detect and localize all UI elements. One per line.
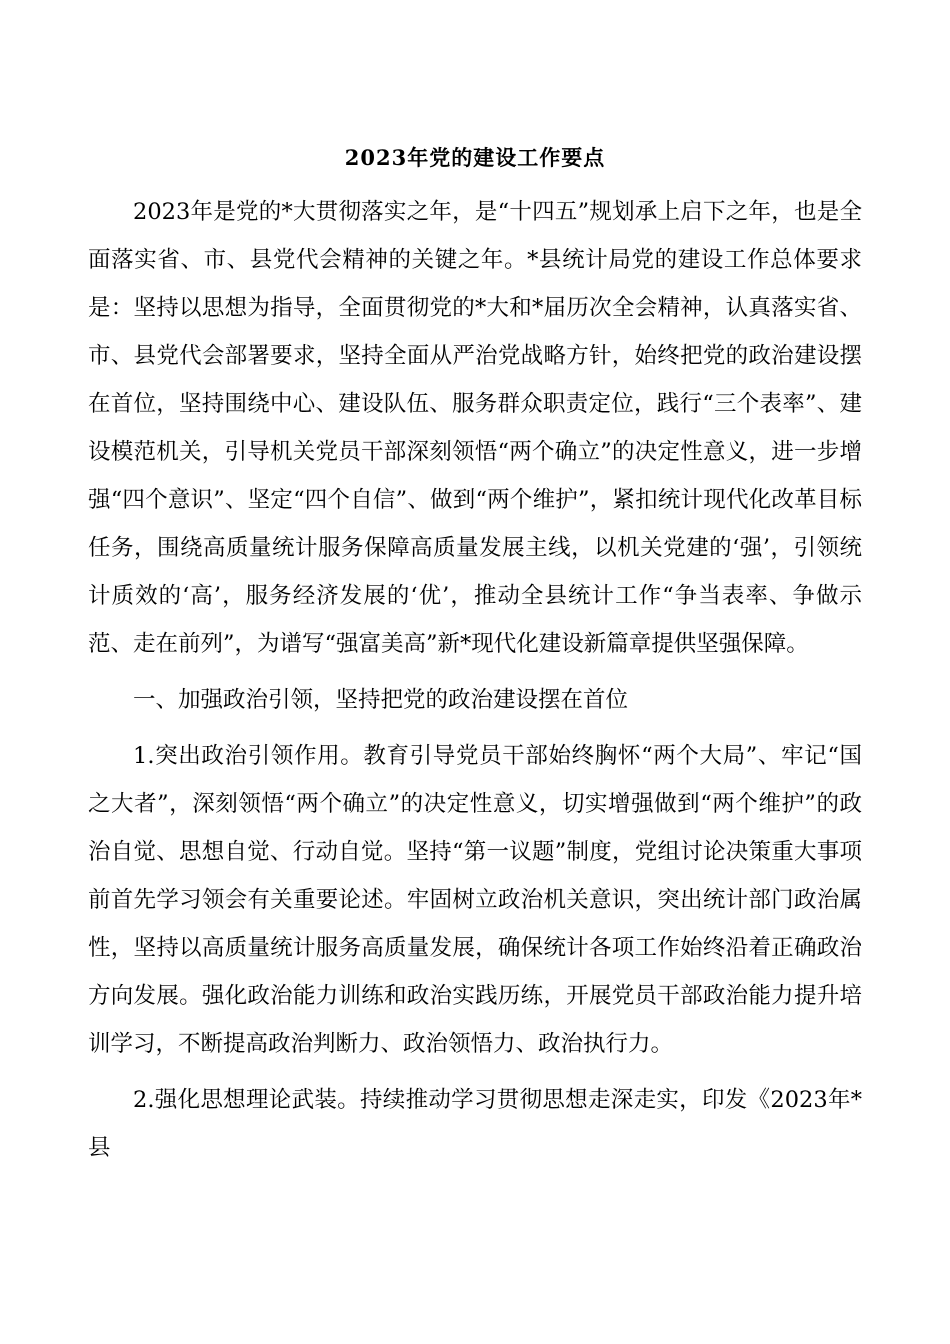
document-title: 2023年党的建设工作要点	[344, 145, 606, 170]
item-paragraph-1: 1.突出政治引领作用。教育引导党员干部始终胸怀“两个大局”、牢记“国之大者”，深刻领悟“两个确立”的决定性意义，切实增强做到“两个维护”的政治自觉、思想自觉、行动自觉。坚持“第一议题”制度，党组讨论决策重大事项前首先学习领会有关重要论述。牢固树立政治机关意识，突出统计部门政治属性，坚持以高质量统计服务高质量发展，确保统计各项工作始终沿着正确政治方向发展。强化政治能力训练和政治实践历练，开展党员干部政治能力提升培训学习，不断提高政治判断力、政治领悟力、政治执行力。	[88, 743, 862, 1057]
section-heading-1: 一、加强政治引领，坚持把党的政治建设摆在首位	[133, 687, 629, 713]
item-paragraph-2: 2.强化思想理论武装。持续推动学习贯彻思想走深走实，印发《2023年*县	[88, 1087, 862, 1161]
document-page	[88, 138, 862, 1180]
intro-paragraph: 2023年是党的*大贯彻落实之年，是“十四五”规划承上启下之年，也是全面落实省、市、县党代会精神的关键之年。*县统计局党的建设工作总体要求是：坚持以思想为指导，全面贯彻党的*大和*届历次全会精神，认真落实省、市、县党代会部署要求，坚持全面从严治党战略方针，始终把党的政治建设摆在首位，坚持围绕中心、建设队伍、服务群众职责定位，践行“三个表率”、建设模范机关，引导机关党员干部深刻领悟“两个确立”的决定性意义，进一步增强“四个意识”、坚定“四个自信”、做到“两个维护”，紧扣统计现代化改革目标任务，围绕高质量统计服务保障高质量发展主线，以机关党建的‘强’，引领统计质效的‘高’，服务经济发展的‘优’，推动全县统计工作“争当表率、争做示范、走在前列”，为谱写“强富美高”新*现代化建设新篇章提供坚强保障。	[88, 199, 862, 657]
